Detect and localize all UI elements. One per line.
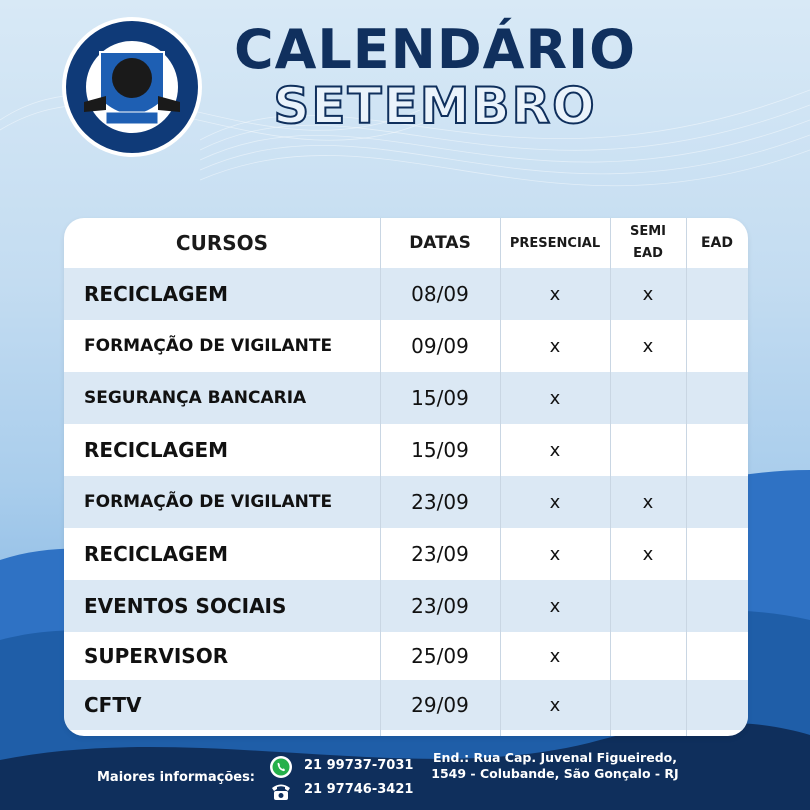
table-header-row	[64, 218, 748, 268]
header-ead: EAD	[700, 235, 734, 251]
semi-ead-mark	[610, 632, 686, 680]
ead-mark	[686, 680, 748, 730]
column-divider	[380, 218, 381, 736]
address: End.: Rua Cap. Juvenal Figueiredo, 1549 - Colubande, São Gonçalo - RJ	[431, 750, 679, 781]
table-row	[64, 680, 748, 730]
semi-ead-mark: x	[642, 335, 654, 357]
course-date: 23/09	[411, 490, 469, 514]
semi-ead-mark: x	[642, 543, 654, 565]
course-date: 08/09	[411, 282, 469, 306]
ead-mark	[686, 320, 748, 372]
course-name: FORMAÇÃO DE VIGILANTE	[84, 492, 333, 512]
presencial-mark: x	[549, 387, 561, 409]
course-name: EVENTOS SOCIAIS	[84, 594, 287, 618]
more-info-label: Maiores informações:	[97, 770, 256, 785]
semi-ead-mark	[610, 680, 686, 730]
presencial-mark: x	[549, 439, 561, 461]
table-row	[64, 476, 748, 528]
presencial-mark: x	[549, 335, 561, 357]
header	[220, 18, 650, 135]
course-date: 15/09	[411, 386, 469, 410]
presencial-mark: x	[549, 283, 561, 305]
header-semi-line1: SEMI	[629, 224, 667, 239]
schedule-table	[64, 218, 748, 736]
formesp-logo	[60, 12, 204, 162]
table-row	[64, 320, 748, 372]
presencial-mark: x	[549, 595, 561, 617]
semi-ead-mark: x	[642, 491, 654, 513]
course-date: 09/09	[411, 334, 469, 358]
header-cursos: CURSOS	[175, 231, 269, 255]
ead-mark	[686, 372, 748, 424]
presencial-mark: x	[549, 694, 561, 716]
ead-mark	[686, 268, 748, 320]
presencial-mark: x	[549, 491, 561, 513]
telephone-icon	[268, 778, 294, 804]
course-name: CFTV	[84, 693, 142, 717]
ead-mark	[686, 424, 748, 476]
course-name: FORMAÇÃO DE VIGILANTE	[84, 336, 333, 356]
whatsapp-icon	[268, 754, 294, 780]
course-date: 23/09	[411, 542, 469, 566]
course-name: SEGURANÇA BANCARIA	[84, 388, 307, 408]
semi-ead-mark	[610, 372, 686, 424]
ead-mark	[686, 476, 748, 528]
table-row	[64, 268, 748, 320]
table-row	[64, 580, 748, 632]
presencial-mark: x	[549, 543, 561, 565]
course-date: 23/09	[411, 594, 469, 618]
header-semi-ead	[610, 218, 686, 268]
course-date: 25/09	[411, 644, 469, 668]
course-name: RECICLAGEM	[84, 282, 229, 306]
page-title: CALENDÁRIO	[233, 18, 637, 81]
semi-ead-mark: x	[642, 283, 654, 305]
header-semi-line2: EAD	[633, 246, 663, 261]
ead-mark	[686, 580, 748, 632]
column-divider	[610, 218, 611, 736]
course-date: 29/09	[411, 693, 469, 717]
ead-mark	[686, 528, 748, 580]
page-subtitle: SETEMBRO	[273, 77, 597, 135]
course-date: 15/09	[411, 438, 469, 462]
table-row	[64, 372, 748, 424]
header-presencial: PRESENCIAL	[509, 235, 601, 251]
whatsapp-number[interactable]: 21 99737-7031	[304, 758, 414, 773]
presencial-mark: x	[549, 645, 561, 667]
course-name: RECICLAGEM	[84, 438, 229, 462]
semi-ead-mark	[610, 580, 686, 632]
table-row	[64, 528, 748, 580]
phone-number[interactable]: 21 97746-3421	[304, 782, 414, 797]
semi-ead-mark	[610, 424, 686, 476]
column-divider	[500, 218, 501, 736]
column-divider	[686, 218, 687, 736]
course-name: RECICLAGEM	[84, 542, 229, 566]
footer	[0, 740, 810, 810]
course-name: SUPERVISOR	[84, 644, 229, 668]
table-row	[64, 632, 748, 680]
table-row	[64, 424, 748, 476]
header-datas: DATAS	[409, 233, 471, 253]
ead-mark	[686, 632, 748, 680]
